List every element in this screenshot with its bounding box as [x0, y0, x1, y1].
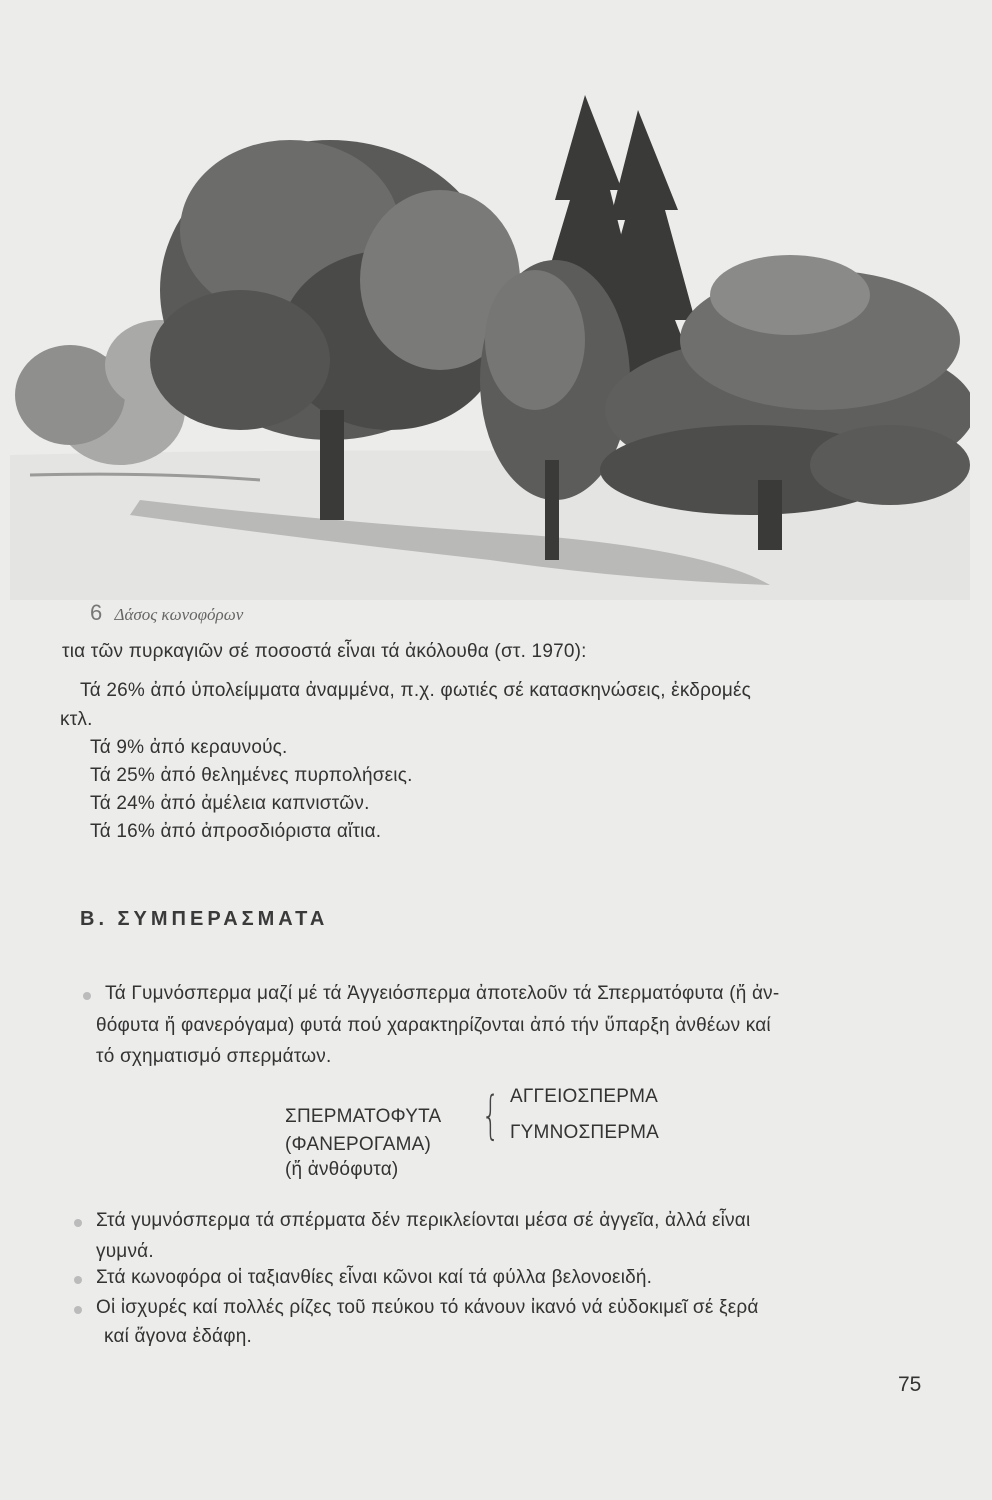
figure-caption-text: Δάσος κωνοφόρων [114, 605, 244, 624]
bullet-line: καί ἄγονα ἐδάφη. [104, 1326, 252, 1347]
cause-line: Τά 25% ἀπό θεληµένες πυρπολήσεις. [90, 765, 413, 786]
paragraph-line: τό σχηματισμό σπερμάτων. [96, 1046, 332, 1067]
cause-line: Τά 16% ἀπό ἀπροσδιόριστα αἴτια. [90, 821, 382, 842]
conifer-forest-illustration [10, 80, 970, 600]
cause-line: κτλ. [60, 709, 93, 730]
scheme-left-line: (ἤ ἀνθόφυτα) [285, 1159, 399, 1180]
intro-line: τια τῶν πυρκαγιῶν σέ ποσοστά εἶναι τά ἀκόλουθα (στ. 1970): [62, 641, 587, 662]
scheme-right-line: ΓΥΜΝΟΣΠΕΡΜΑ [510, 1122, 659, 1143]
page-number: 75 [898, 1373, 922, 1396]
brace-icon: { [481, 1086, 500, 1146]
cause-line: Τά 9% ἀπό κεραυνούς. [90, 737, 288, 758]
figure-caption [90, 600, 243, 626]
cause-line: Τά 24% ἀπό ἀμέλεια καπνιστῶν. [90, 793, 370, 814]
bullet-line: γυμνά. [96, 1241, 154, 1262]
paragraph-line: Τά Γυμνόσπερμα μαζί μέ τά Ἀγγειόσπερμα ἀποτελοῦν τά Σπερματόφυτα (ἤ ἀν- [105, 983, 780, 1004]
scheme-left-line: ΣΠΕΡΜΑΤΟΦΥΤΑ [285, 1106, 442, 1127]
section-title: Β. ΣΥΜΠΕΡΑΣΜΑΤΑ [80, 908, 329, 930]
bullet-line: Οἱ ἰσχυρές καί πολλές ρίζες τοῦ πεύκου τό κάνουν ἰκανό νά εὐδοκιμεῖ σέ ξερά [96, 1297, 759, 1318]
bullet-line: Στά κωνοφόρα οἱ ταξιανθίες εἶναι κῶνοι καί τά φύλλα βελονοειδή. [96, 1267, 653, 1288]
bullet-line: Στά γυμνόσπερμα τά σπέρματα δέν περικλείονται μέσα σέ ἀγγεῖα, ἀλλά εἶναι [96, 1210, 751, 1231]
scheme-right-line: ΑΓΓΕΙΟΣΠΕΡΜΑ [510, 1086, 659, 1107]
cause-line: Τά 26% ἀπό ὑπολείμματα ἀναμμένα, π.χ. φωτιές σέ κατασκηνώσεις, ἐκδρομές [80, 680, 752, 701]
scheme-left-line: (ΦΑΝΕΡΟΓΑΜΑ) [285, 1134, 432, 1155]
paragraph-line: θόφυτα ἤ φανερόγαμα) φυτά πού χαρακτηρίζονται ἀπό τήν ὕπαρξη ἀνθέων καί [96, 1015, 771, 1036]
figure-number: 6 [90, 600, 103, 625]
